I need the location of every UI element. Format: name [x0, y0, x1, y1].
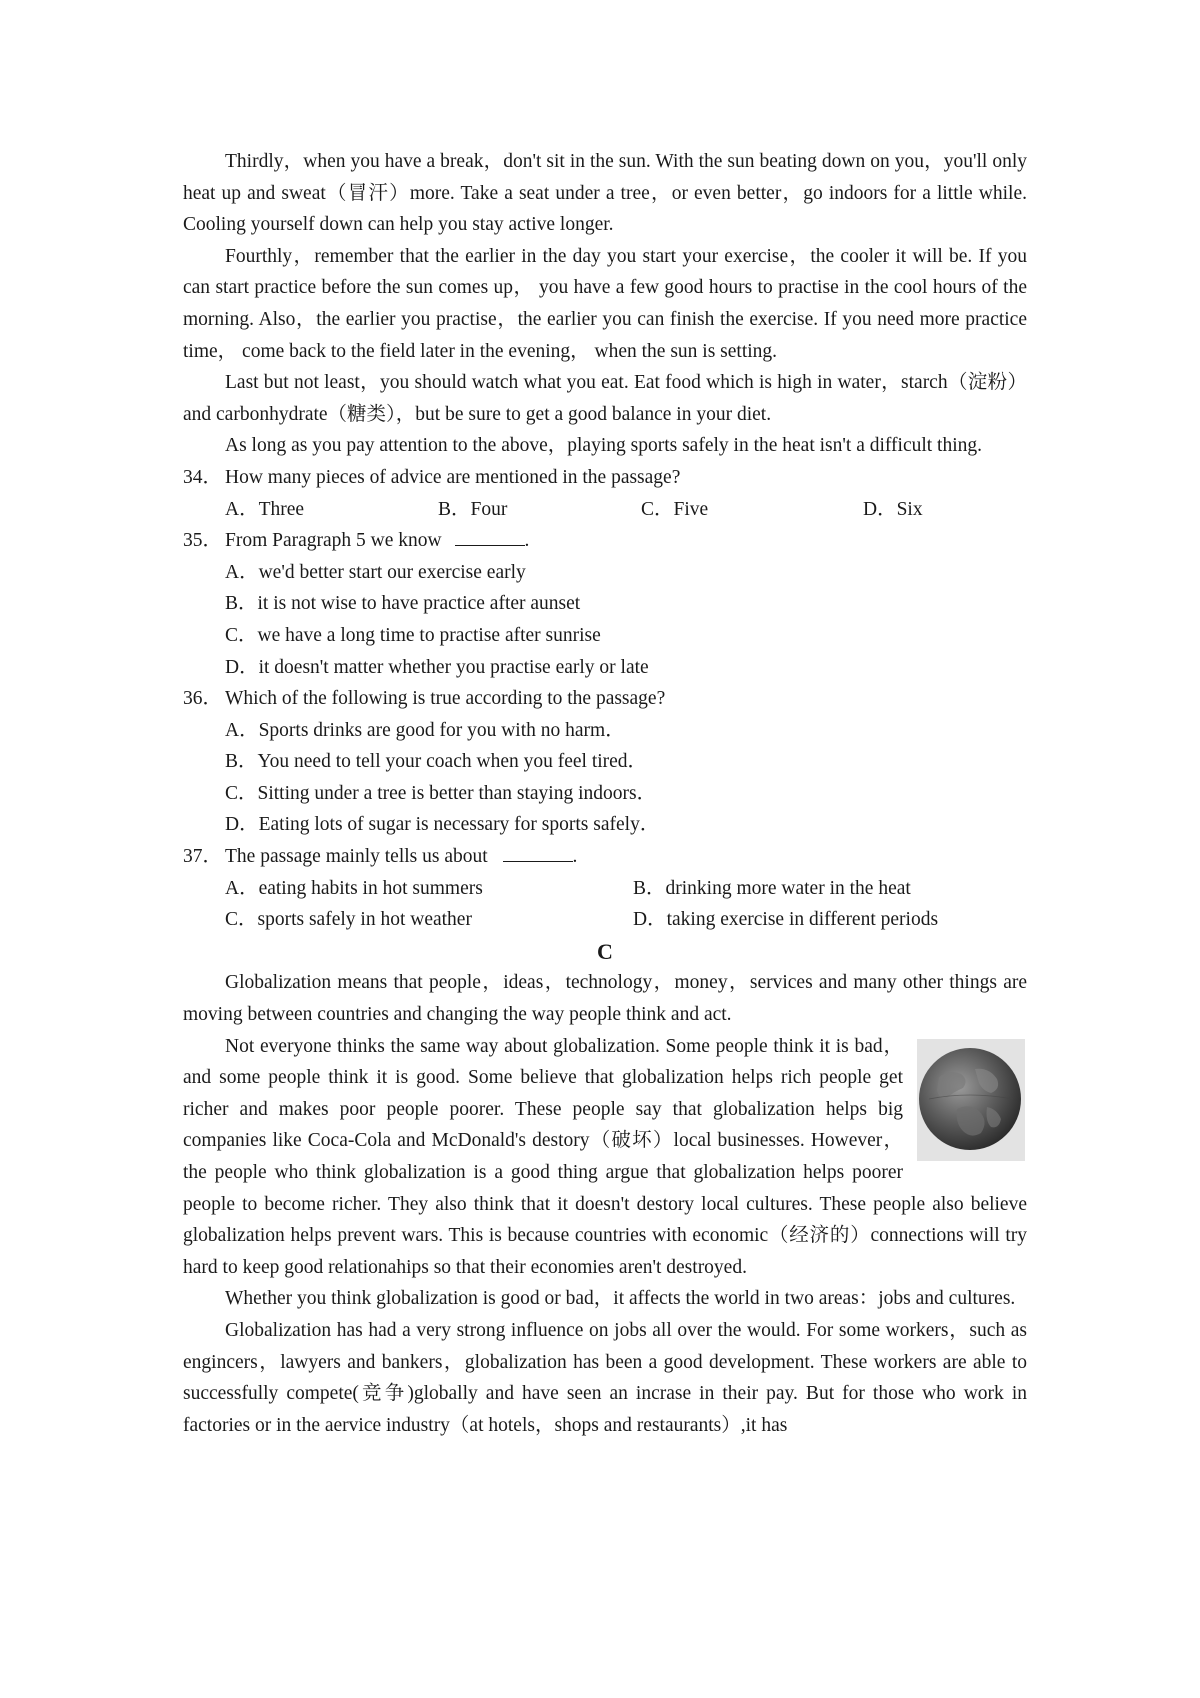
- option-c: C．Five: [641, 498, 709, 520]
- option-d: D．taking exercise in different periods: [633, 909, 939, 931]
- question-34-options: [183, 494, 1027, 526]
- question-37-options: [183, 873, 1027, 936]
- option-a: A．eating habits in hot summers: [225, 877, 483, 899]
- section-heading: C: [597, 938, 613, 964]
- option-d: D．Eating lots of sugar is necessary for sports safely．: [225, 814, 660, 836]
- option-a: A．Sports drinks are good for you with no harm．: [225, 719, 625, 741]
- question-stem-end: .: [572, 846, 578, 868]
- question-number: 37．: [183, 846, 223, 868]
- question-stem: Which of the following is true according to the passage?: [225, 688, 666, 710]
- passage-b-paragraph: Fourthly，remember that the earlier in the day you start your exercise，the cooler it will be. If you can start practice before the sun comes up， you have a few good hours to practise in the cool hours of the morning. Also，the earlier you practise，the earlier you can finish the exercise. If you need more practice time， come back to the field later in the evening， when the sun is setting.: [183, 245, 1027, 362]
- question-36: [183, 683, 1027, 715]
- answer-blank: [503, 843, 573, 862]
- option-c: C．we have a long time to practise after sunrise: [225, 624, 601, 646]
- passage-b-paragraph: Thirdly，when you have a break，don't sit in the sun. With the sun beating down on you，you'll only heat up and sweat（冒汗）more. Take a seat under a tree，or even better，go indoors for a little while. Cooling yourself down can help you stay active longer.: [183, 151, 1027, 236]
- passage-b-paragraph: Last but not least，you should watch what you eat. Eat food which is high in water，starch（淀粉）and carbonhydrate（糖类），but be sure to get a good balance in your diet.: [183, 372, 1027, 425]
- exam-page: [183, 146, 1027, 1441]
- question-number: 36．: [183, 688, 223, 710]
- option-b: B．it is not wise to have practice after aunset: [225, 593, 581, 615]
- question-stem-end: .: [524, 530, 530, 552]
- answer-blank: [455, 527, 525, 546]
- option-a: A．we'd better start our exercise early: [225, 561, 526, 583]
- passage-c-paragraph: Not everyone thinks the same way about globalization. Some people think it is bad，and some people think it is good. Some believe that globalization helps rich people get richer and makes poor people poorer. These people say that globalization helps big companies like Coca-Cola and McDonald's destory（破坏）local businesses. However，the people who think globalization is a good thing argue that globalization helps poorer people to become richer. They also think that it doesn't destory local cultures. These people also believe globalization helps prevent wars. This is because countries with economic（经济的）connections will try hard to keep good relationahips so that their economies aren't destroyed.: [183, 1035, 1027, 1278]
- option-d: D．Six: [863, 498, 923, 520]
- option-d: D．it doesn't matter whether you practise early or late: [225, 656, 649, 678]
- question-number: 35．: [183, 530, 223, 552]
- question-stem: The passage mainly tells us about: [225, 846, 488, 868]
- question-number: 34．: [183, 466, 223, 488]
- option-a: A．Three: [225, 498, 305, 520]
- option-b: B．Four: [438, 498, 508, 520]
- question-stem: From Paragraph 5 we know: [225, 530, 442, 552]
- question-stem: How many pieces of advice are mentioned in the passage?: [225, 466, 681, 488]
- option-c: C．Sitting under a tree is better than staying indoors．: [225, 782, 657, 804]
- globe-photo-icon: [917, 1039, 1025, 1161]
- option-b: B．drinking more water in the heat: [633, 877, 911, 899]
- option-c: C．sports safely in hot weather: [225, 909, 472, 931]
- question-35: [183, 525, 1027, 557]
- question-34: [183, 462, 1027, 494]
- passage-c-paragraph: Whether you think globalization is good or bad，it affects the world in two areas：jobs and cultures.: [225, 1288, 1016, 1310]
- passage-c-paragraph: Globalization has had a very strong influence on jobs all over the would. For some workers，such as engincers，lawyers and bankers，globalization has been a good development. These workers are able to successfully compete(竞争)globally and have seen an incrase in their pay. But for those who work in factories or in the aervice industry（at hotels，shops and restaurants）,it has: [183, 1319, 1027, 1436]
- passage-c-paragraph: Globalization means that people，ideas，technology，money，services and many other things are moving between countries and changing the way people think and act.: [183, 972, 1027, 1026]
- question-37: [183, 841, 1027, 873]
- option-b: B．You need to tell your coach when you feel tired．: [225, 751, 648, 773]
- passage-b-paragraph: As long as you pay attention to the above，playing sports safely in the heat isn't a difficult thing.: [225, 435, 983, 457]
